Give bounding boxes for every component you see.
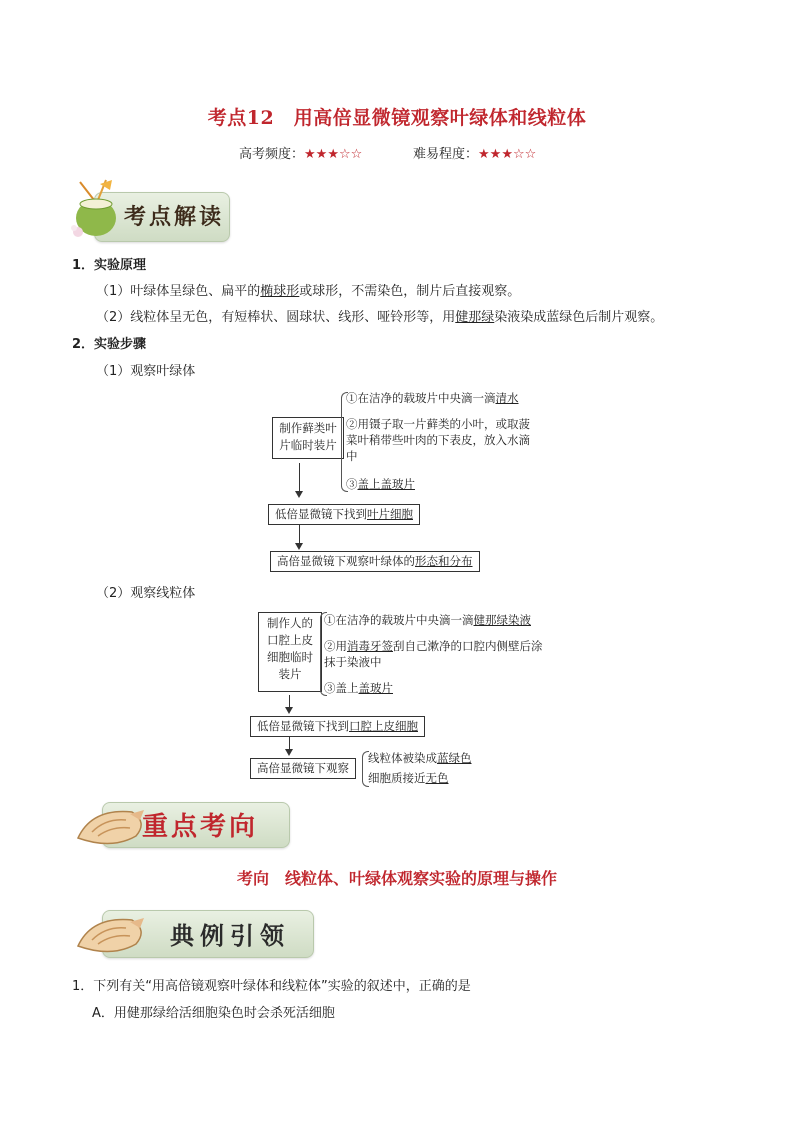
zhongdian-banner xyxy=(72,796,292,856)
section-steps-heading: 2．实验步骤 xyxy=(72,337,147,352)
dianli-banner xyxy=(72,904,316,964)
flow1-arrow2-line xyxy=(299,525,300,545)
frequency-meta xyxy=(239,143,362,162)
zhongdian-banner-text: 重点考向 xyxy=(142,812,259,842)
flow2-step3-underline: 盖玻片 xyxy=(358,681,393,695)
flow2-step1-underline: 健那绿染液 xyxy=(473,613,531,627)
steps-sub1: （1）观察叶绿体 xyxy=(96,364,196,379)
flow2-arrow2-head xyxy=(285,749,293,756)
flow1-step1-text: ①在洁净的载玻片中央滴一滴 xyxy=(346,391,496,405)
flow2-step3 xyxy=(324,680,393,696)
flow1-make-slide-box: 制作藓类叶片临时装片 xyxy=(272,417,344,459)
dianli-banner-text: 典例引领 xyxy=(170,921,290,950)
principle-p2-underline: 健那绿 xyxy=(455,310,495,325)
flow1-arrow1-head xyxy=(295,491,303,498)
flow1-high-power-box xyxy=(270,551,480,572)
flow1-arrow2-head xyxy=(295,543,303,550)
flow2-step2-text: ②用 xyxy=(324,639,347,653)
flow2-step1-text: ①在洁净的载玻片中央滴一滴 xyxy=(324,613,474,627)
kaodian-banner-text: 考点解读 xyxy=(124,204,225,230)
flow2-step1 xyxy=(324,612,531,628)
principle-p2-text-end: 染液染成蓝绿色后制片观察。 xyxy=(494,310,664,325)
section-subtitle: 考向 线粒体、叶绿体观察实验的原理与操作 xyxy=(236,869,557,888)
flow1-step1 xyxy=(346,390,519,406)
conch-shell-icon xyxy=(72,802,152,852)
principle-p1-text-end: 或球形，不需染色，制片后直接观察。 xyxy=(299,284,521,299)
principle-p1 xyxy=(96,280,520,299)
principle-p2 xyxy=(96,306,663,325)
flow1-step3-text: ③ xyxy=(346,477,358,491)
flow2-low-power-underline: 口腔上皮细胞 xyxy=(349,719,418,733)
principle-p1-underline: 椭球形 xyxy=(260,284,300,299)
principle-p2-text: （2）线粒体呈无色，有短棒状、圆球状、线形、哑铃形等，用 xyxy=(96,310,456,325)
flow2-result2-underline: 无色 xyxy=(425,771,449,785)
flow2-result2-text: 细胞质接近 xyxy=(368,771,426,785)
section-principle-heading: 1．实验原理 xyxy=(72,258,147,273)
flow2-low-power-text: 低倍显微镜下找到 xyxy=(257,719,349,733)
difficulty-meta xyxy=(413,143,536,162)
flow2-result1-text: 线粒体被染成 xyxy=(368,751,437,765)
steps-sub2: （2）观察线粒体 xyxy=(96,586,196,601)
flow1-high-power-underline: 形态和分布 xyxy=(415,554,473,568)
flow1-step2: ②用镊子取一片藓类的小叶，或取菠菜叶稍带些叶肉的下表皮，放入水滴中 xyxy=(346,417,530,463)
question-stem: 1．下列有关“用高倍镜观察叶绿体和线粒体”实验的叙述中，正确的是 xyxy=(72,979,471,994)
conch-shell-icon xyxy=(72,910,152,960)
flow2-step3-text: ③盖上 xyxy=(324,681,359,695)
difficulty-stars: ★★★☆☆ xyxy=(478,147,537,162)
flow2-make-slide-box: 制作人的口腔上皮细胞临时装片 xyxy=(258,612,322,692)
coconut-drink-icon xyxy=(66,178,126,244)
flow2-step2-text-end: 刮自己漱净的口腔内侧壁后涂抹于染液中 xyxy=(324,639,543,669)
page-title: 考点12 用高倍显微镜观察叶绿体和线粒体 xyxy=(207,107,587,129)
frequency-label: 高考频度： xyxy=(239,147,305,162)
kaodian-banner xyxy=(66,178,236,244)
flow1-low-power-underline: 叶片细胞 xyxy=(367,507,413,521)
flow1-step3 xyxy=(346,476,415,492)
flow1-low-power-text: 低倍显微镜下找到 xyxy=(275,507,367,521)
flow2-arrow1-head xyxy=(285,707,293,714)
flow1-low-power-box xyxy=(268,504,420,525)
flow2-result1-underline: 蓝绿色 xyxy=(437,751,472,765)
flow2-high-power-box: 高倍显微镜下观察 xyxy=(250,758,356,779)
question-option-a: A．用健那绿给活细胞染色时会杀死活细胞 xyxy=(92,1006,335,1021)
flow1-step1-underline: 清水 xyxy=(495,391,519,405)
frequency-stars: ★★★☆☆ xyxy=(304,147,363,162)
difficulty-label: 难易程度： xyxy=(413,147,479,162)
flow2-result1 xyxy=(368,750,472,766)
flow2-step2-underline: 消毒牙签 xyxy=(347,639,393,653)
flow1-step3-underline: 盖上盖玻片 xyxy=(357,477,415,491)
flow2-result2 xyxy=(368,770,449,786)
flow2-low-power-box xyxy=(250,716,425,737)
flow1-high-power-text: 高倍显微镜下观察叶绿体的 xyxy=(277,554,415,568)
flow2-step2 xyxy=(324,638,546,670)
principle-p1-text: （1）叶绿体呈绿色、扁平的 xyxy=(96,284,261,299)
flow1-arrow1-line xyxy=(299,463,300,493)
